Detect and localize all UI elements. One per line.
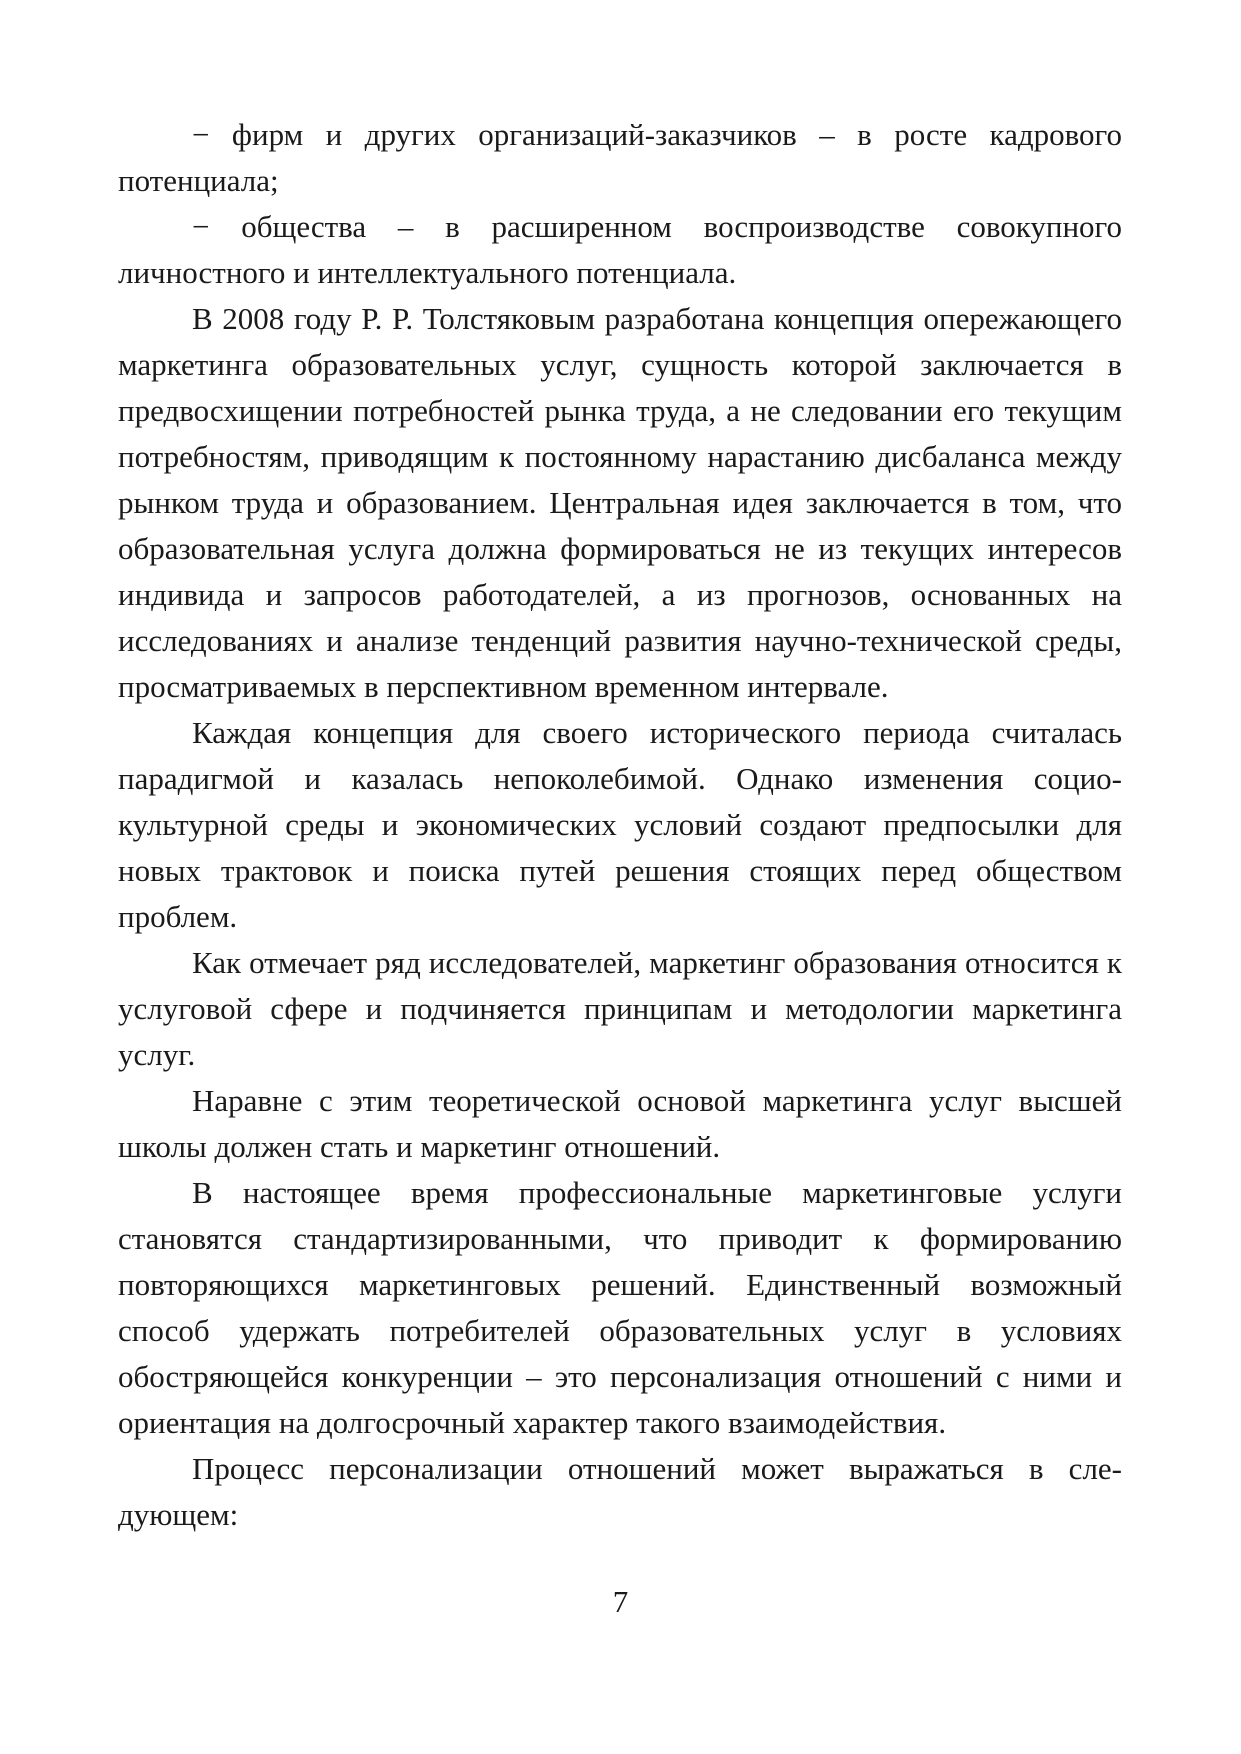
paragraph-relationship-marketing: Наравне с этим теоретической основой маркетинга услуг высшей школы должен стать и маркетинг отношений. (118, 1083, 1122, 1164)
paragraph-standardization: В настоящее время профессиональные маркетинговые услуги становятся стандартизированными, что приводит к формированию повторяющихся маркетинговых решений. Единственный возможный способ удержать потребителей образовательных услуг в условиях обостряющейся конкуренции – это персонализация отношений с ними и ориентация на долгосрочный характер такого взаимодействия. (118, 1175, 1122, 1440)
paragraph-concept-2008: В 2008 году Р. Р. Толстяковым разработана концепция опережающего маркетинга образовательных услуг, сущность которой заключается в предвосхищении потребностей рынка труда, а не следовании его текущим потребностям, приводящим к постоянному нарастанию дисбаланса между рынком труда и образованием. Центральная идея заключается в том, что образовательная услуга должна формироваться не из текущих интересов индивида и запросов работодателей, а из прогнозов, основанных на исследованиях и анализе тенденций развития научно-технической среды, просматриваемых в перспективном временном интервале. (118, 301, 1122, 704)
list-item-firms: − фирм и других организаций-заказчиков – в росте кадрового потенциала; (118, 117, 1122, 198)
paragraph-paradigm: Каждая концепция для своего исторического периода считалась парадигмой и казалась непоколебимой. Однако изменения социокультурной среды и экономических условий создают предпосылки для новых трактовок и поиска путей решения стоящих перед обществом проблем. (118, 715, 1122, 934)
list-item-society: − общества – в расширенном воспроизводстве совокупного личностного и интеллектуального потенциала. (118, 209, 1122, 290)
page-number: 7 (612, 1584, 629, 1619)
paragraph-services-sphere: Как отмечает ряд исследователей, маркетинг образования относится к услуговой сфере и подчиняется принципам и методологии маркетинга услуг. (118, 945, 1122, 1072)
paragraph-personalization: Процесс персонализации отношений может выражаться в следующем: (118, 1451, 1122, 1532)
body-text (118, 112, 1122, 1538)
